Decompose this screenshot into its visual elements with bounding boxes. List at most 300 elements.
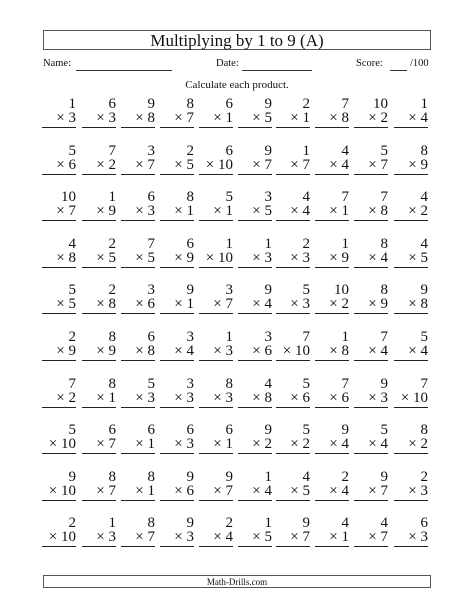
answer-line [42, 360, 76, 361]
multiplier [329, 158, 349, 173]
score-label: Score: [356, 58, 383, 69]
multiplier-value: 8 [380, 203, 388, 220]
multiplicand: 5 [420, 329, 428, 345]
multiplier-value: 1 [302, 110, 310, 126]
times-sign: × [96, 389, 105, 406]
multiplier-value: 6 [147, 296, 155, 313]
multiplier-value: 4 [264, 482, 272, 499]
multiplier-value: 3 [420, 529, 428, 546]
problem [199, 516, 233, 546]
multiplier [135, 391, 155, 406]
multiplicand: 2 [302, 96, 310, 112]
times-sign: × [96, 249, 105, 266]
answer-line [315, 267, 349, 268]
problem [394, 237, 428, 267]
multiplicand: 3 [186, 375, 194, 392]
multiplicand: 8 [380, 282, 388, 299]
problem [199, 377, 233, 407]
multiplier-value: 3 [420, 482, 428, 499]
times-sign: × [96, 529, 105, 546]
times-sign: × [56, 249, 65, 266]
times-sign: × [368, 343, 377, 359]
multiplier [329, 297, 349, 312]
multiplier [96, 530, 116, 545]
problem [394, 423, 428, 453]
multiplicand: 8 [225, 375, 233, 392]
answer-line [160, 127, 194, 128]
multiplicand: 9 [264, 282, 272, 299]
multiplier-value: 5 [420, 249, 428, 266]
multiplier-value: 8 [341, 110, 349, 126]
times-sign: × [135, 249, 144, 266]
answer-line [160, 500, 194, 501]
answer-line [42, 453, 76, 454]
multiplier-value: 6 [186, 482, 194, 499]
multiplier [368, 251, 388, 266]
answer-line [121, 453, 155, 454]
multiplier-value: 10 [295, 343, 310, 359]
times-sign: × [252, 343, 261, 359]
multiplier [135, 484, 155, 499]
multiplier [96, 111, 116, 126]
multiplicand: 6 [186, 235, 194, 252]
multiplier-value: 8 [147, 110, 155, 126]
multiplier-value: 5 [264, 203, 272, 220]
multiplier-value: 9 [420, 156, 428, 173]
times-sign: × [56, 156, 65, 173]
multiplier-value: 10 [218, 156, 233, 173]
multiplicand: 2 [68, 515, 76, 532]
problem [42, 470, 76, 500]
footer-credit: Math-Drills.com [43, 575, 431, 588]
answer-line [394, 127, 428, 128]
multiplicand: 7 [341, 96, 349, 112]
answer-line [354, 546, 388, 547]
problem [42, 283, 76, 313]
multiplicand: 6 [225, 422, 233, 439]
multiplicand: 10 [373, 96, 388, 112]
multiplier [329, 391, 349, 406]
multiplier [174, 484, 194, 499]
multiplier [174, 530, 194, 545]
answer-line [394, 267, 428, 268]
answer-line [160, 360, 194, 361]
multiplicand: 6 [108, 422, 116, 439]
multiplicand: 9 [380, 375, 388, 392]
times-sign: × [213, 343, 222, 359]
multiplier-value: 1 [147, 436, 155, 453]
multiplier [174, 111, 194, 126]
problem [199, 237, 233, 267]
problem [82, 190, 116, 220]
multiplicand: 10 [61, 189, 76, 206]
multiplicand: 7 [341, 189, 349, 206]
times-sign: × [282, 343, 292, 359]
multiplier-value: 9 [341, 249, 349, 266]
answer-line [238, 313, 272, 314]
multiplicand: 8 [186, 96, 194, 112]
multiplier-value: 4 [341, 156, 349, 173]
problem [82, 97, 116, 127]
times-sign: × [368, 249, 377, 266]
times-sign: × [213, 482, 222, 499]
problem [121, 516, 155, 546]
multiplier-value: 2 [380, 110, 388, 126]
multiplicand: 7 [108, 142, 116, 159]
multiplier [135, 437, 155, 452]
times-sign: × [135, 110, 144, 126]
multiplicand: 7 [341, 375, 349, 392]
multiplier-value: 8 [147, 343, 155, 359]
multiplicand: 1 [108, 189, 116, 206]
problem [354, 516, 388, 546]
times-sign: × [135, 389, 144, 406]
answer-line [199, 313, 233, 314]
times-sign: × [48, 482, 58, 499]
answer-line [276, 453, 310, 454]
times-sign: × [174, 389, 183, 406]
times-sign: × [329, 436, 338, 453]
times-sign: × [174, 110, 183, 126]
multiplier-value: 4 [420, 343, 428, 359]
multiplicand: 3 [186, 329, 194, 345]
multiplier [252, 391, 272, 406]
answer-line [199, 174, 233, 175]
answer-line [315, 174, 349, 175]
answer-line [160, 267, 194, 268]
answer-line [82, 127, 116, 128]
multiplier-value: 8 [341, 343, 349, 359]
times-sign: × [174, 156, 183, 173]
times-sign: × [368, 389, 377, 406]
multiplicand: 6 [147, 329, 155, 345]
multiplier-value: 3 [108, 529, 116, 546]
multiplier [408, 297, 428, 312]
times-sign: × [290, 389, 299, 406]
multiplier-value: 4 [341, 436, 349, 453]
times-sign: × [48, 436, 58, 453]
multiplier [174, 158, 194, 173]
problem [82, 237, 116, 267]
multiplicand: 1 [225, 329, 233, 345]
times-sign: × [408, 436, 417, 453]
problem [394, 330, 428, 360]
multiplicand: 5 [302, 282, 310, 299]
multiplier-value: 8 [420, 296, 428, 313]
problem [42, 237, 76, 267]
multiplier-value: 3 [264, 249, 272, 266]
problem [276, 423, 310, 453]
multiplier [368, 344, 388, 359]
answer-line [121, 220, 155, 221]
multiplier [213, 204, 233, 219]
answer-line [121, 174, 155, 175]
multiplicand: 5 [147, 375, 155, 392]
answer-line [315, 453, 349, 454]
multiplier [213, 391, 233, 406]
multiplier [213, 344, 233, 359]
multiplier [290, 530, 310, 545]
multiplicand: 7 [380, 329, 388, 345]
multiplier [368, 111, 388, 126]
multiplicand: 9 [147, 96, 155, 112]
multiplicand: 9 [420, 282, 428, 299]
multiplier-value: 8 [68, 249, 76, 266]
times-sign: × [213, 296, 222, 313]
name-label: Name: [43, 58, 71, 69]
problem [160, 423, 194, 453]
multiplier-value: 8 [108, 296, 116, 313]
worksheet-title: Multiplying by 1 to 9 (A) [43, 30, 431, 50]
problem [315, 470, 349, 500]
multiplier-value: 1 [225, 203, 233, 220]
multiplier [368, 391, 388, 406]
answer-line [238, 407, 272, 408]
answer-line [42, 174, 76, 175]
multiplier [329, 204, 349, 219]
multiplicand: 1 [341, 329, 349, 345]
multiplier-value: 1 [108, 389, 116, 406]
times-sign: × [96, 156, 105, 173]
times-sign: × [213, 436, 222, 453]
multiplier [213, 111, 233, 126]
answer-line [199, 453, 233, 454]
multiplicand: 8 [108, 468, 116, 485]
multiplicand: 3 [264, 329, 272, 345]
multiplicand: 1 [264, 468, 272, 485]
answer-line [42, 267, 76, 268]
multiplier-value: 1 [341, 529, 349, 546]
answer-line [276, 407, 310, 408]
problem [354, 330, 388, 360]
problem [238, 97, 272, 127]
multiplicand: 4 [341, 142, 349, 159]
multiplier-value: 5 [68, 296, 76, 313]
multiplier-value: 4 [380, 343, 388, 359]
problem [394, 377, 428, 407]
answer-line [238, 174, 272, 175]
multiplier [56, 391, 76, 406]
problem [354, 144, 388, 174]
multiplier [252, 530, 272, 545]
answer-line [121, 267, 155, 268]
multiplicand: 5 [68, 282, 76, 299]
multiplicand: 6 [225, 142, 233, 159]
problem [42, 330, 76, 360]
times-sign: × [329, 249, 338, 266]
problem [160, 377, 194, 407]
multiplicand: 8 [108, 375, 116, 392]
times-sign: × [56, 389, 65, 406]
problem [315, 237, 349, 267]
multiplicand: 8 [380, 235, 388, 252]
answer-line [42, 407, 76, 408]
answer-line [42, 127, 76, 128]
times-sign: × [408, 296, 417, 313]
answer-line [42, 220, 76, 221]
answer-line [82, 453, 116, 454]
answer-line [394, 546, 428, 547]
times-sign: × [290, 529, 299, 546]
problem [42, 97, 76, 127]
multiplicand: 9 [264, 142, 272, 159]
times-sign: × [329, 529, 338, 546]
multiplicand: 2 [68, 329, 76, 345]
answer-line [238, 546, 272, 547]
problem [354, 377, 388, 407]
multiplier [329, 251, 349, 266]
problem [238, 470, 272, 500]
multiplier-value: 5 [302, 482, 310, 499]
answer-line [354, 313, 388, 314]
times-sign: × [368, 482, 377, 499]
problem [121, 144, 155, 174]
multiplicand: 9 [264, 422, 272, 439]
multiplier-value: 2 [341, 296, 349, 313]
score-max: /100 [410, 58, 429, 69]
times-sign: × [290, 156, 299, 173]
times-sign: × [96, 436, 105, 453]
multiplicand: 7 [147, 235, 155, 252]
multiplier [174, 437, 194, 452]
problem [354, 237, 388, 267]
answer-line [354, 500, 388, 501]
multiplier-value: 7 [108, 482, 116, 499]
problem [160, 190, 194, 220]
problem [238, 423, 272, 453]
answer-line [160, 407, 194, 408]
problem [160, 283, 194, 313]
multiplicand: 3 [225, 282, 233, 299]
multiplier-value: 5 [186, 156, 194, 173]
times-sign: × [329, 296, 338, 313]
times-sign: × [205, 249, 215, 266]
multiplicand: 5 [380, 422, 388, 439]
multiplier-value: 4 [420, 110, 428, 126]
answer-line [394, 313, 428, 314]
answer-line [82, 220, 116, 221]
times-sign: × [213, 110, 222, 126]
multiplicand: 9 [186, 468, 194, 485]
instructions: Calculate each product. [185, 79, 289, 91]
multiplicand: 2 [108, 282, 116, 299]
problem [354, 470, 388, 500]
problem [276, 470, 310, 500]
answer-line [238, 360, 272, 361]
multiplicand: 5 [225, 189, 233, 206]
problem [42, 190, 76, 220]
times-sign: × [329, 156, 338, 173]
problem [315, 377, 349, 407]
multiplier [401, 391, 428, 406]
problem [394, 470, 428, 500]
multiplier [252, 158, 272, 173]
answer-line [315, 500, 349, 501]
times-sign: × [290, 296, 299, 313]
multiplicand: 1 [68, 96, 76, 112]
multiplier [96, 158, 116, 173]
answer-line [238, 500, 272, 501]
multiplicand: 6 [420, 515, 428, 532]
multiplier [135, 530, 155, 545]
answer-line [238, 453, 272, 454]
multiplier-value: 9 [108, 343, 116, 359]
problem [160, 330, 194, 360]
multiplier-value: 7 [302, 156, 310, 173]
multiplicand: 9 [68, 468, 76, 485]
answer-line [315, 360, 349, 361]
multiplier-value: 4 [302, 203, 310, 220]
multiplier [290, 484, 310, 499]
multiplicand: 1 [420, 96, 428, 112]
answer-line [160, 313, 194, 314]
answer-line [42, 313, 76, 314]
times-sign: × [368, 529, 377, 546]
answer-line [82, 407, 116, 408]
answer-line [238, 220, 272, 221]
multiplier [290, 297, 310, 312]
multiplier [135, 111, 155, 126]
times-sign: × [408, 482, 417, 499]
multiplicand: 10 [334, 282, 349, 299]
times-sign: × [96, 343, 105, 359]
multiplier-value: 4 [380, 436, 388, 453]
multiplier-value: 1 [186, 203, 194, 220]
times-sign: × [408, 110, 417, 126]
answer-line [199, 500, 233, 501]
problem [42, 377, 76, 407]
multiplier [213, 297, 233, 312]
multiplicand: 1 [108, 515, 116, 532]
multiplier-value: 3 [225, 389, 233, 406]
multiplier-value: 5 [147, 249, 155, 266]
multiplicand: 6 [186, 422, 194, 439]
times-sign: × [48, 529, 58, 546]
times-sign: × [135, 529, 144, 546]
multiplier-value: 2 [420, 203, 428, 220]
multiplicand: 9 [186, 282, 194, 299]
multiplier [135, 251, 155, 266]
multiplier [213, 530, 233, 545]
multiplier [135, 297, 155, 312]
problem [121, 237, 155, 267]
multiplier-value: 2 [264, 436, 272, 453]
problem [199, 144, 233, 174]
problem [238, 144, 272, 174]
answer-line [121, 313, 155, 314]
answer-line [394, 407, 428, 408]
multiplier-value: 9 [186, 249, 194, 266]
multiplier-value: 3 [302, 296, 310, 313]
times-sign: × [400, 389, 410, 406]
problem [315, 144, 349, 174]
problem [354, 97, 388, 127]
multiplier-value: 3 [147, 203, 155, 220]
multiplier-value: 1 [186, 296, 194, 313]
problem [82, 470, 116, 500]
times-sign: × [252, 156, 261, 173]
multiplier-value: 2 [108, 156, 116, 173]
multiplicand: 6 [108, 96, 116, 112]
times-sign: × [252, 529, 261, 546]
times-sign: × [174, 436, 183, 453]
times-sign: × [252, 203, 261, 220]
multiplier [56, 344, 76, 359]
multiplier-value: 7 [147, 156, 155, 173]
multiplier-value: 10 [61, 529, 76, 546]
multiplicand: 9 [225, 468, 233, 485]
problem [238, 377, 272, 407]
